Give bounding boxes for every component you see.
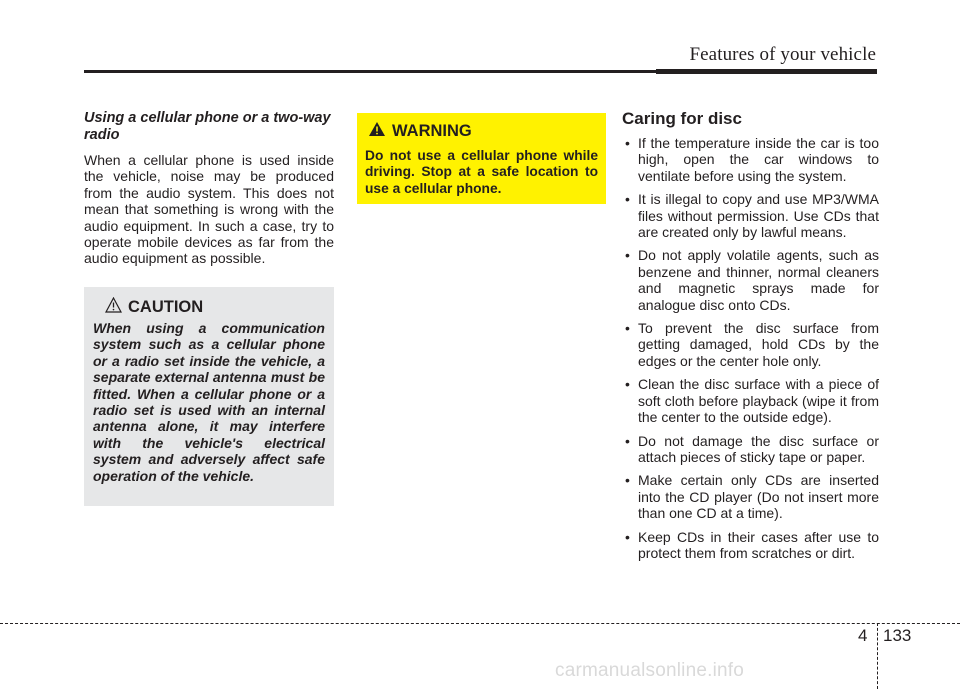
left-column: [84, 110, 334, 267]
disc-care-title: Caring for disc: [622, 109, 742, 128]
list-item: [622, 135, 879, 184]
list-item-text: Keep CDs in their cases after use to protect them from scratches or dirt.: [638, 528, 879, 561]
page-header-title: Features of your vehicle: [689, 44, 876, 65]
list-item-text: It is illegal to copy and use MP3/WMA files without permission. Use CDs that are created only by lawful means.: [638, 191, 879, 241]
list-item-text: Do not apply volatile agents, such as benzene and thinner, normal cleaners and magnetic sprays made for analogue disc onto CDs.: [638, 247, 879, 313]
list-item: [622, 529, 879, 562]
list-item: [622, 433, 879, 466]
chapter-number: 4: [858, 626, 868, 645]
bullet-icon: •: [625, 376, 630, 393]
disc-care-section: [622, 109, 879, 568]
bullet-icon: •: [625, 472, 630, 489]
caution-box: [84, 287, 334, 506]
warning-triangle-filled-icon: [368, 121, 386, 142]
cellular-phone-paragraph: When a cellular phone is used inside the vehicle, noise may be produced from the audio system. This does not mean that something is wrong with the audio equipment. In such a case, try to operate mobile devices as far from the audio equipment as possible.: [84, 152, 334, 267]
list-item: [622, 472, 879, 521]
cellular-phone-subheading: Using a cellular phone or a two-way radio: [84, 110, 331, 143]
list-item: [622, 247, 879, 313]
list-item: [622, 376, 879, 425]
footer-divider: [877, 623, 878, 689]
bullet-icon: •: [625, 135, 630, 151]
bullet-icon: •: [625, 528, 630, 545]
caution-header: [105, 297, 325, 318]
list-item-text: To prevent the disc surface from getting damaged, hold CDs by the edges or the center hole only.: [638, 320, 879, 369]
list-item-text: Make certain only CDs are inserted into the CD player (Do not insert more than one CD at a time).: [638, 472, 879, 522]
list-item: [622, 320, 879, 369]
list-item-text: If the temperature inside the car is too high, open the car windows to ventilate before using the system.: [638, 135, 879, 184]
bullet-icon: •: [625, 320, 630, 337]
list-item: [622, 191, 879, 240]
footer-rule: [0, 623, 960, 624]
header-rule-accent: [656, 69, 877, 74]
list-item-text: Do not damage the disc surface or attach pieces of sticky tape or paper.: [638, 432, 879, 465]
caution-text: When using a communication system such as a cellular phone or a radio set inside the vehicle, a separate external antenna must be fitted. When a cellular phone or a radio set is used with an internal antenna alone, it may interfere with the vehicle's electrical system and adversely affect safe operation of the vehicle.: [93, 320, 325, 484]
bullet-icon: •: [625, 191, 630, 208]
warning-header: [368, 121, 598, 142]
bullet-icon: •: [625, 432, 630, 449]
caution-title: CAUTION: [128, 298, 204, 316]
list-item-text: Clean the disc surface with a piece of soft cloth before playback (wipe it from the center to the outside edge).: [638, 376, 879, 426]
warning-text: Do not use a cellular phone while driving. Stop at a safe location to use a cellular phone.: [365, 148, 598, 196]
warning-triangle-outline-icon: [105, 297, 122, 318]
bullet-icon: •: [625, 247, 630, 264]
watermark-text: carmanualsonline.info: [555, 660, 745, 681]
warning-title: WARNING: [392, 122, 472, 140]
disc-care-list: [622, 135, 879, 561]
warning-box: [357, 113, 606, 204]
page-number: 133: [883, 626, 912, 645]
